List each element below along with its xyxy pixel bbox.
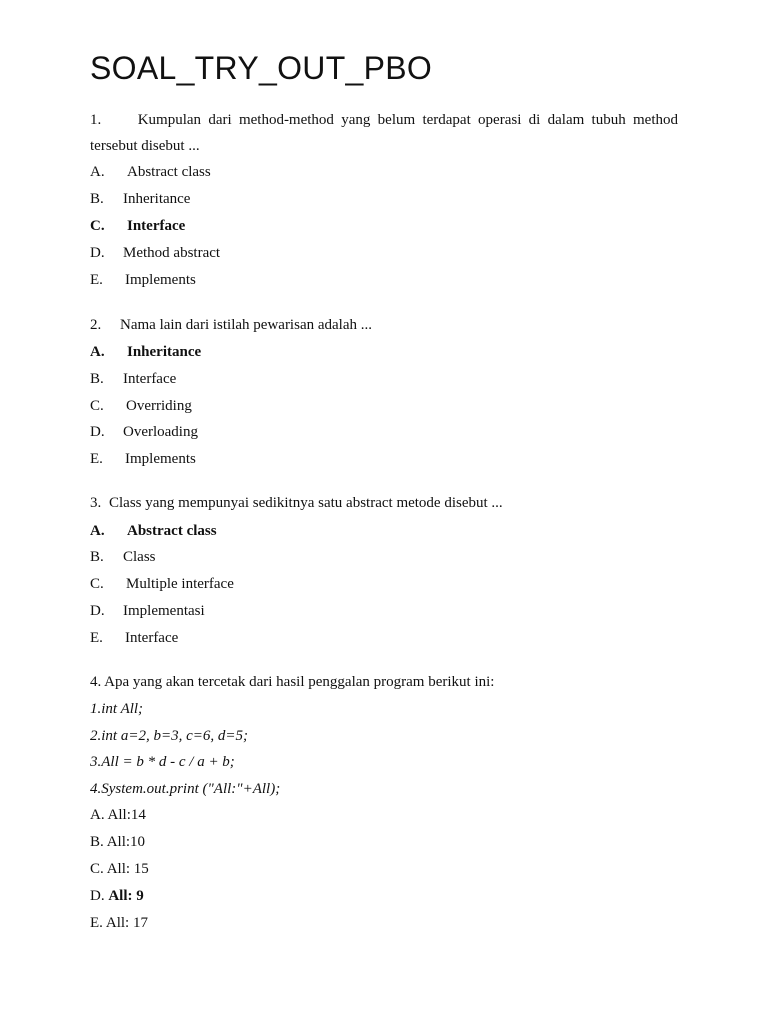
option-text: Overriding [126, 398, 192, 414]
option-letter: D. [90, 424, 105, 440]
question-text: Class yang mempunyai sedikitnya satu abstract metode disebut ... [109, 495, 503, 511]
code-line-1: 1.int All; [90, 701, 144, 717]
option-text: Interface [125, 630, 179, 646]
question-number: 2. [90, 317, 102, 333]
question-4: 4. Apa yang akan tercetak dari hasil penggalan program berikut ini: [90, 674, 495, 690]
option-letter: A. [90, 344, 105, 360]
option-letter: D. [90, 603, 105, 619]
option-letter: E. [90, 272, 103, 288]
option-letter: B. [90, 834, 104, 850]
option-d [90, 244, 678, 262]
option-a [90, 806, 678, 824]
option-text: Overloading [123, 424, 198, 440]
code-line-4: 4.System.out.print ("All:"+All); [90, 781, 281, 797]
option-letter: E. [90, 915, 103, 931]
question-text: Kumpulan dari method-method yang belum terdapat operasi di dalam tubuh method [137, 112, 679, 128]
option-letter: B. [90, 371, 104, 387]
option-b [90, 190, 678, 208]
option-text: All:14 [107, 807, 146, 823]
option-letter: A. [90, 807, 105, 823]
option-e [90, 450, 678, 468]
question-3 [90, 494, 678, 512]
option-text: All:10 [106, 834, 146, 850]
question-1-line-1 [90, 111, 678, 129]
option-text: All: 15 [106, 861, 149, 877]
option-a-answer [90, 522, 678, 540]
option-text: Interface [127, 218, 186, 234]
option-b [90, 833, 678, 851]
option-text: Implements [125, 451, 196, 467]
option-letter: D. [90, 245, 105, 261]
question-2 [90, 316, 678, 334]
option-text: Abstract class [127, 523, 217, 539]
option-letter: E. [90, 630, 103, 646]
option-text: Method abstract [123, 245, 221, 261]
option-text: Multiple interface [126, 576, 234, 592]
option-text: Interface [123, 371, 177, 387]
option-letter: E. [90, 451, 103, 467]
option-letter: B. [90, 549, 104, 565]
option-text: Inheritance [123, 191, 191, 207]
option-b [90, 370, 678, 388]
option-letter: A. [90, 523, 105, 539]
page-title: SOAL_TRY_OUT_PBO [90, 50, 433, 86]
option-e [90, 629, 678, 647]
option-d-answer [90, 887, 678, 905]
option-letter: A. [90, 164, 105, 180]
question-number: 1. [90, 112, 102, 128]
option-c [90, 575, 678, 593]
question-number: 3. [90, 495, 102, 511]
option-letter: C. [90, 218, 105, 234]
option-text: Class [123, 549, 156, 565]
option-letter: B. [90, 191, 104, 207]
option-e [90, 271, 678, 289]
option-letter: C. [90, 576, 104, 592]
code-line-3: 3.All = b * d - c / a + b; [90, 754, 235, 770]
option-text: Abstract class [127, 164, 211, 180]
option-b [90, 548, 678, 566]
option-e [90, 914, 678, 932]
option-d [90, 602, 678, 620]
option-a [90, 163, 678, 181]
option-text: All: 17 [105, 915, 148, 931]
question-1-line-2: tersebut disebut ... [90, 138, 200, 154]
option-text: Inheritance [127, 344, 202, 360]
option-letter: D. [90, 888, 105, 904]
option-text: All: 9 [108, 888, 144, 904]
question-text: Nama lain dari istilah pewarisan adalah ... [120, 317, 372, 333]
code-line-2: 2.int a=2, b=3, c=6, d=5; [90, 728, 248, 744]
option-d [90, 423, 678, 441]
option-letter: C. [90, 861, 104, 877]
option-text: Implementasi [123, 603, 205, 619]
option-a-answer [90, 343, 678, 361]
option-letter: C. [90, 398, 104, 414]
option-text: Implements [125, 272, 196, 288]
option-c [90, 860, 678, 878]
option-c-answer [90, 217, 678, 235]
option-c [90, 397, 678, 415]
